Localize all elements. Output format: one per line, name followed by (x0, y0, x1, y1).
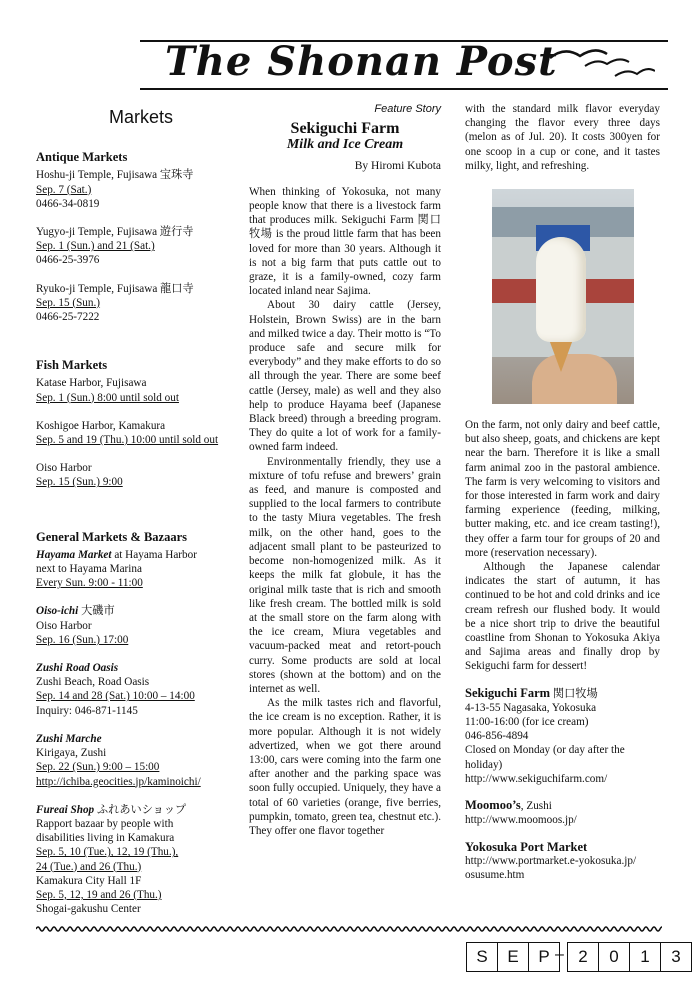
list-item: Oiso Harbor Sep. 15 (Sun.) 9:00 (36, 462, 123, 489)
story-paragraph: Although the Japanese calendar indicates the start of autumn, it has continued to be hot and cold drinks and ice cream refresh our flushed body. It would be a nice short trip to drive the beautiful coastline from Shonan to Yokosuka Akiya and Sajima areas and finally drop by Sekiguchi farm for dessert! (465, 561, 660, 673)
list-item: Oiso-ichi 大磯市 Oiso Harbor Sep. 16 (Sun.) 17:00 (36, 605, 129, 646)
story-title: Sekiguchi Farm (290, 120, 400, 138)
farm-info: Sekiguchi Farm 関口牧場 4-13-55 Nagasaka, Yokosuka 11:00-16:00 (for ice cream) 046-856-4894 Closed on Monday (or day after the holiday) http://www.sekiguchifarm.com/ (465, 686, 660, 786)
port-market-link[interactable]: http://www.portmarket.e-yokosuka.jp/ (465, 854, 637, 867)
farm-link[interactable]: http://www.sekiguchifarm.com/ (465, 772, 608, 785)
year-box: 2 0 1 3 (567, 942, 692, 972)
list-item: Koshigoe Harbor, Kamakura Sep. 5 and 19 (Thu.) 10:00 until sold out (36, 419, 219, 447)
moomoo-link[interactable]: http://www.moomoos.jp/ (465, 814, 577, 827)
feature-story-column (249, 102, 441, 838)
list-item: Katase Harbor, Fujisawa Sep. 1 (Sun.) 8:00 until sold out (36, 377, 179, 404)
masthead (0, 0, 700, 95)
list-item: Ryuko-ji Temple, Fujisawa 龍口寺 Sep. 15 (Sun.) 0466-25-7222 (36, 282, 194, 324)
markets-column (36, 107, 236, 930)
ice-cream-photo (492, 189, 634, 404)
byline: By Hiromi Kubota (354, 159, 441, 172)
newspaper-title: The Shonan Post (165, 38, 558, 85)
markets-heading: Markets (108, 107, 173, 127)
list-item: Fureai Shop ふれあいショップ Rapport bazaar by people with disabilities living in Kamakura Sep. 5, 10 (Tue.), 12, 19 (Thu.), 24 (Tue.) and 26 (Thu.) Kamakura City Hall 1F Sep. 5, 12, 19 and 26 (Thu.) Shogai-gakushu Center (36, 803, 187, 916)
masthead-bottom-rule (140, 88, 668, 90)
fish-markets-heading: Fish Markets (36, 358, 108, 373)
list-item: Hayama Market at Hayama Harbor next to Hayama Marina Every Sun. 9:00 - 11:00 (36, 548, 197, 590)
story-paragraph: with the standard milk flavor everyday changing the flavor every three days (melon as of Jul. 20). It costs 300yen for one scoop in a cup or cone, and it tastes milky, light, and refreshing. (465, 103, 660, 172)
story-paragraph: As the milk tastes rich and flavorful, the ice cream is no exception. Rather, it is more popular. Although it is not widely advertized, when we got there around 13:00, cars were coming into the farm one after another and the parking space was soon fully occupied. Uniquely, they have a total of 60 varieties (orange, five berries, pumpkin, tomato, green tea, chestnut etc.). They offer one flavor together (249, 697, 441, 837)
wavy-divider (36, 925, 662, 933)
story-paragraph: On the farm, not only dairy and beef cattle, but also sheep, goats, and chickens are kept near the barn. Therefore it is like a small farm animal zoo in the pastoral ambience. The farm is very welcoming to visitors and for those interested in farm work and dairy farming experience (feeding, milking, butter making, etc. and ice cream tasting!), they offer a farm tour for groups of 20 and more (reservation necessary). (465, 419, 660, 559)
zushi-marche-link[interactable]: http://ichiba.geocities.jp/kaminoichi/ (36, 775, 201, 788)
list-item: Hoshu-ji Temple, Fujisawa 宝珠寺 Sep. 7 (Sat.) 0466-34-0819 (36, 169, 194, 210)
port-market-info: Yokosuka Port Market http://www.portmarket.e-yokosuka.jp/ osusume.htm (465, 840, 660, 883)
general-markets-heading: General Markets & Bazaars (36, 529, 188, 544)
seagulls-icon (545, 44, 655, 84)
antique-markets-heading: Antique Markets (36, 150, 128, 165)
month-box: S E P (466, 942, 560, 972)
list-item: Yugyo-ji Temple, Fujisawa 遊行寺 Sep. 1 (Sun.) and 21 (Sat.) 0466-25-3976 (36, 226, 194, 267)
moomoo-info: Moomoo’s, Zushi http://www.moomoos.jp/ (465, 798, 660, 827)
story-subtitle: Milk and Ice Cream (286, 137, 404, 153)
story-continued-column (465, 102, 660, 894)
date-dash: – (555, 946, 564, 963)
list-item: Zushi Marche Kirigaya, Zushi Sep. 22 (Sun.) 9:00 – 15:00 http://ichiba.geocities.jp/kaminoichi/ (36, 732, 236, 789)
story-paragraph: About 30 dairy cattle (Jersey, Holstein, Brown Swiss) are in the barn and milked twice a day. Their motto is “To produce safe and secure milk for everybody” and they make efforts to do so all through the year. There are some beef cattle (Jersey, male) as well and they also help to produce Hayama beef (Japanese Black breed) through a breeding program. They do quite a lot of work for a family-owned farm indeed. (249, 299, 441, 454)
feature-label: Feature Story (374, 103, 441, 115)
story-paragraph: When thinking of Yokosuka, not many people know that there is a livestock farm that produces milk. Sekiguchi Farm 関口牧場 is the proud little farm that has been loved for more than 30 years. Although it is not a big farm that puts cattle out to graze, it is a family-owned, cozy farm located inland near Sajima. (249, 185, 441, 298)
list-item: Zushi Road Oasis Zushi Beach, Road Oasis Sep. 14 and 28 (Sat.) 10:00 – 14:00 Inquiry: 046-871-1145 (36, 662, 195, 717)
story-paragraph: Environmentally friendly, they use a mixture of tofu refuse and brewers’ grain as feed, and manure is composted and supplied to the local farmers to contribute to the tasty Miura vegetables. The fresh milk, on the other hand, goes to the adjacent small plant to be pasteurized to become non-homogenized milk. As it keeps the milk fat globule, it has the original milk taste that is rich and smooth like fresh cream. The bottled milk is sold at the small store on the farm along with the ice cream, Miura vegetables and vacuum-packed meat and retort-pouch curry. Some products are sold at local stores (shown at the bottom) and on the internet as well. (249, 455, 441, 695)
